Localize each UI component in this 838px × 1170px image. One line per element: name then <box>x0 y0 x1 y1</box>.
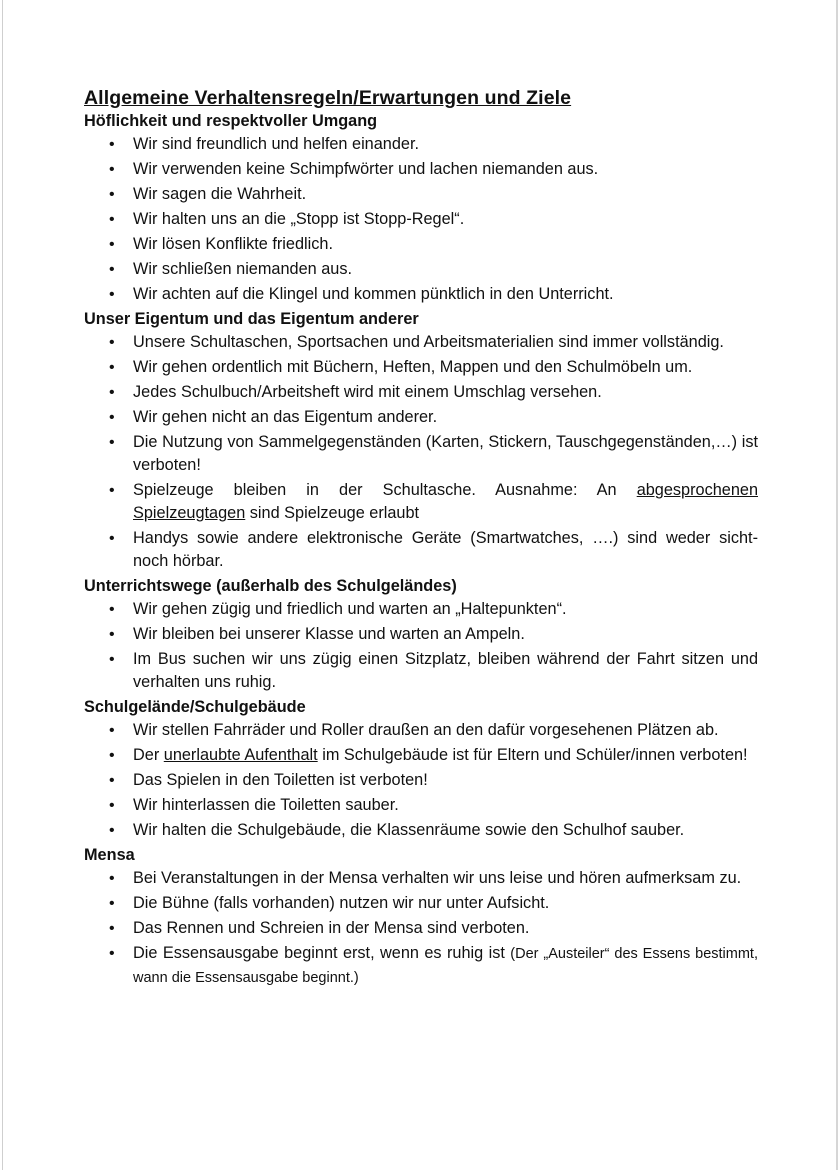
rule-list <box>84 719 758 842</box>
section-heading: Schulgelände/Schulgebäude <box>84 698 306 716</box>
list-item <box>84 479 758 525</box>
list-item-text: im Schulgebäude ist für Eltern und Schüler/innen verboten! <box>317 746 748 764</box>
list-item: • Wir halten uns an die „Stopp ist Stopp-Regel“. <box>84 208 758 231</box>
list-item: • Wir gehen nicht an das Eigentum anderer. <box>84 406 758 429</box>
rule-list <box>84 133 758 306</box>
underlined-text: unerlaubte Aufenthalt <box>163 746 318 764</box>
list-item-text: Die Essensausgabe beginnt erst, wenn es ruhig ist <box>133 944 511 962</box>
rule-list <box>84 867 758 990</box>
section-heading: Mensa <box>84 846 135 864</box>
list-item: • Wir schließen niemanden aus. <box>84 258 758 281</box>
list-item <box>84 942 758 990</box>
list-item: • Wir hinterlassen die Toiletten sauber. <box>84 794 758 817</box>
small-note: (Der „Austeiler“ des Essens bestimmt, wann die Essensausgabe beginnt.) <box>133 946 758 986</box>
page-edge-left <box>2 0 3 1170</box>
list-item: • Wir achten auf die Klingel und kommen pünktlich in den Unterricht. <box>84 283 758 306</box>
list-item: • Wir lösen Konflikte friedlich. <box>84 233 758 256</box>
list-item: • Wir sagen die Wahrheit. <box>84 183 758 206</box>
list-item: • Unsere Schultaschen, Sportsachen und Arbeitsmaterialien sind immer vollständig. <box>84 331 758 354</box>
list-item: • Handys sowie andere elektronische Geräte (Smartwatches, ….) sind weder sicht- noch hörbar. <box>84 527 758 573</box>
page-title: Allgemeine Verhaltensregeln/Erwartungen und Ziele <box>84 87 572 109</box>
list-item: • Wir verwenden keine Schimpfwörter und lachen niemanden aus. <box>84 158 758 181</box>
list-item: • Wir gehen ordentlich mit Büchern, Heften, Mappen und den Schulmöbeln um. <box>84 356 758 379</box>
section-heading: Höflichkeit und respektvoller Umgang <box>84 112 378 130</box>
list-item: • Wir sind freundlich und helfen einander. <box>84 133 758 156</box>
underlined-text: abgesprochenen Spielzeugtagen <box>133 481 758 522</box>
list-item: • Wir bleiben bei unserer Klasse und warten an Ampeln. <box>84 623 758 646</box>
list-item: • Wir stellen Fahrräder und Roller draußen an den dafür vorgesehenen Plätzen ab. <box>84 719 758 742</box>
list-item: • Wir halten die Schulgebäude, die Klassenräume sowie den Schulhof sauber. <box>84 819 758 842</box>
section-heading: Unterrichtswege (außerhalb des Schulgeländes) <box>84 577 457 595</box>
list-item-text: Der <box>133 746 164 764</box>
rule-list <box>84 598 758 694</box>
rule-list <box>84 331 758 573</box>
list-item: • Jedes Schulbuch/Arbeitsheft wird mit einem Umschlag versehen. <box>84 381 758 404</box>
list-item: • Das Spielen in den Toiletten ist verboten! <box>84 769 758 792</box>
list-item-text: sind Spielzeuge erlaubt <box>245 504 420 522</box>
section-heading: Unser Eigentum und das Eigentum anderer <box>84 310 419 328</box>
list-item: • Die Nutzung von Sammelgegenständen (Karten, Stickern, Tauschgegenständen,…) ist verboten! <box>84 431 758 477</box>
list-item-text: Spielzeuge bleiben in der Schultasche. Ausnahme: An <box>133 481 637 499</box>
list-item <box>84 744 758 767</box>
list-item: • Die Bühne (falls vorhanden) nutzen wir nur unter Aufsicht. <box>84 892 758 915</box>
list-item: • Wir gehen zügig und friedlich und warten an „Haltepunkten“. <box>84 598 758 621</box>
list-item: • Das Rennen und Schreien in der Mensa sind verboten. <box>84 917 758 940</box>
document-page <box>84 86 758 992</box>
list-item: • Bei Veranstaltungen in der Mensa verhalten wir uns leise und hören aufmerksam zu. <box>84 867 758 890</box>
list-item: • Im Bus suchen wir uns zügig einen Sitzplatz, bleiben während der Fahrt sitzen und verhalten uns ruhig. <box>84 648 758 694</box>
